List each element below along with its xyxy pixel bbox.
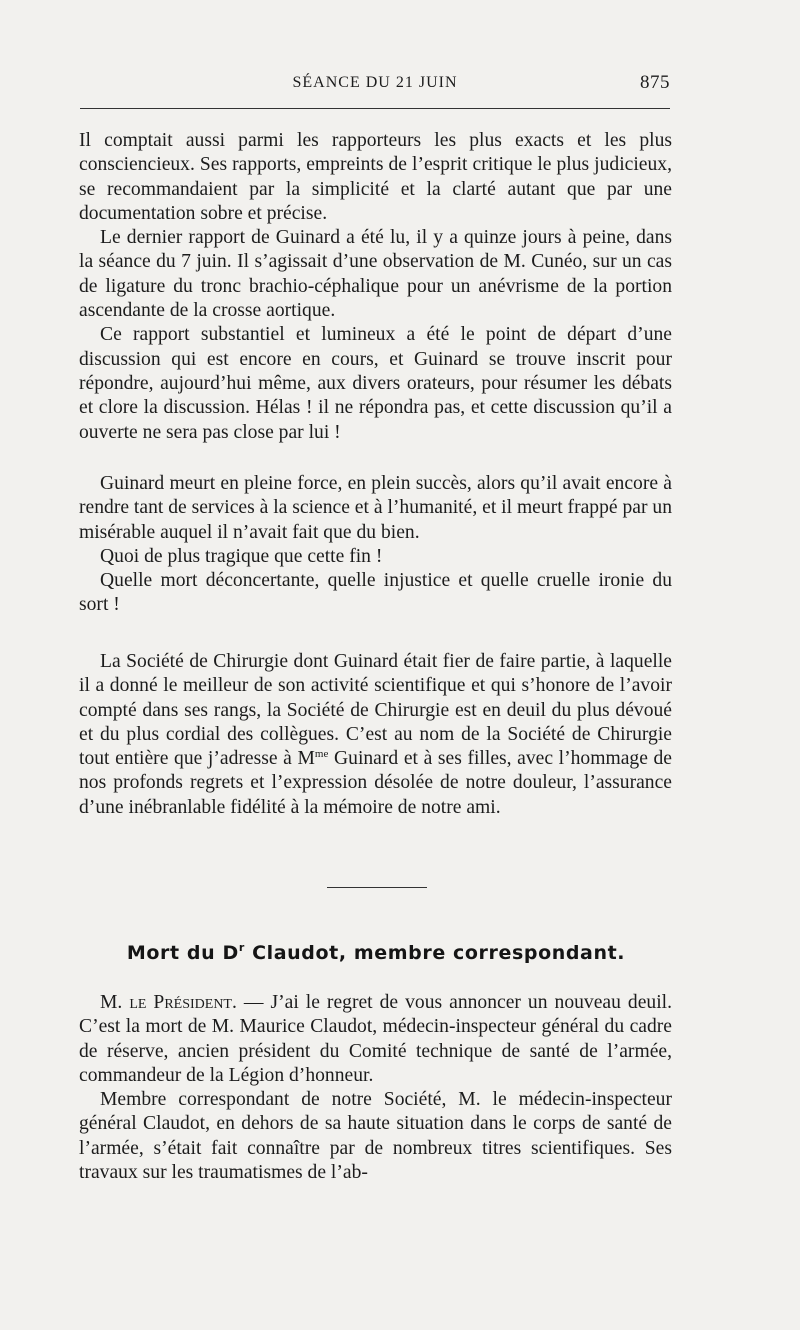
section-divider [327, 887, 427, 888]
superscript: me [314, 748, 329, 761]
text-run: La Société de Chirurgie dont Guinard était fier de faire partie, à laquelle il a donné le meilleur de son activité scientifique et qui s’honore de l’avoir compté dans ses rangs, la Société de Chirurgie est en deuil du plus dévoué et du plus cordial des collègues. C’est au nom de la Société de Chirurgie tout entière que j’adresse à M [79, 651, 672, 770]
paragraph: Quoi de plus tragique que cette fin ! [100, 545, 383, 567]
text-run: Guinard et à ses filles, avec l’hommage de nos profonds regrets et l’expression désolée de notre douleur, l’assurance d’une inébranlable fidélité à la mémoire de notre ami. [79, 748, 673, 818]
text-run: — J’ai le regret de vous annoncer un nouveau deuil. C’est la mort de M. Maurice Claudot, médecin-inspecteur général du cadre de réserve, ancien président du Comité technique de santé de l’armée, commandeur de la Légion d’honneur. [79, 992, 672, 1086]
paragraph: Guinard meurt en pleine force, en plein succès, alors qu’il avait encore à rendre tant de services à la science et à l’humanité, et il meurt frappé par un misérable auquel il n’avait fait que du bien. [79, 473, 672, 543]
page-number: 875 [640, 72, 670, 93]
running-header [80, 72, 670, 98]
paragraph [79, 650, 672, 820]
text-block-mort [79, 472, 672, 618]
text-block-societe [79, 650, 672, 820]
running-title: SÉANCE DU 21 JUIN [292, 74, 458, 91]
paragraph: Ce rapport substantiel et lumineux a été le point de départ d’une discussion qui est encore en cours, et Guinard se trouve inscrit pour répondre, aujourd’hui même, aux divers orateurs, pour résumer les débats et clore la discussion. Hélas ! il ne répondra pas, et cette discussion qu’il a ouverte ne sera pas close par lui ! [79, 324, 672, 443]
paragraph: Quelle mort déconcertante, quelle injustice et quelle cruelle ironie du sort ! [79, 570, 672, 616]
heading-superscript: r [238, 941, 245, 954]
paragraph [79, 991, 672, 1088]
header-rule [80, 108, 670, 109]
text-block-claudot [79, 991, 672, 1185]
heading-text: Claudot, membre correspondant. [244, 942, 626, 964]
paragraph: Il comptait aussi parmi les rapporteurs les plus exacts et les plus consciencieux. Ses rapports, empreints de l’esprit critique le plus judicieux, se recommandaient par la simplicité et la clarté autant que par une documentation sobre et précise. [79, 130, 672, 224]
paragraph: Membre correspondant de notre Société, M. le médecin-inspecteur général Claudot, en dehors de sa haute situation dans le corps de santé de l’armée, s’était fait connaître par de nombreux titres scientifiques. Ses travaux sur les traumatismes de l’ab- [79, 1089, 672, 1184]
heading-text: Mort du D [126, 942, 239, 964]
speaker-name: M. le Président. [100, 992, 237, 1013]
section-heading [0, 941, 752, 964]
paragraph: Le dernier rapport de Guinard a été lu, il y a quinze jours à peine, dans la séance du 7 juin. Il s’agissait d’une observation de M. Cunéo, sur un cas de ligature du tronc brachio-céphalique pour un anévrisme de la portion ascendante de la crosse aortique. [79, 227, 672, 322]
text-block-rapports [79, 129, 672, 445]
